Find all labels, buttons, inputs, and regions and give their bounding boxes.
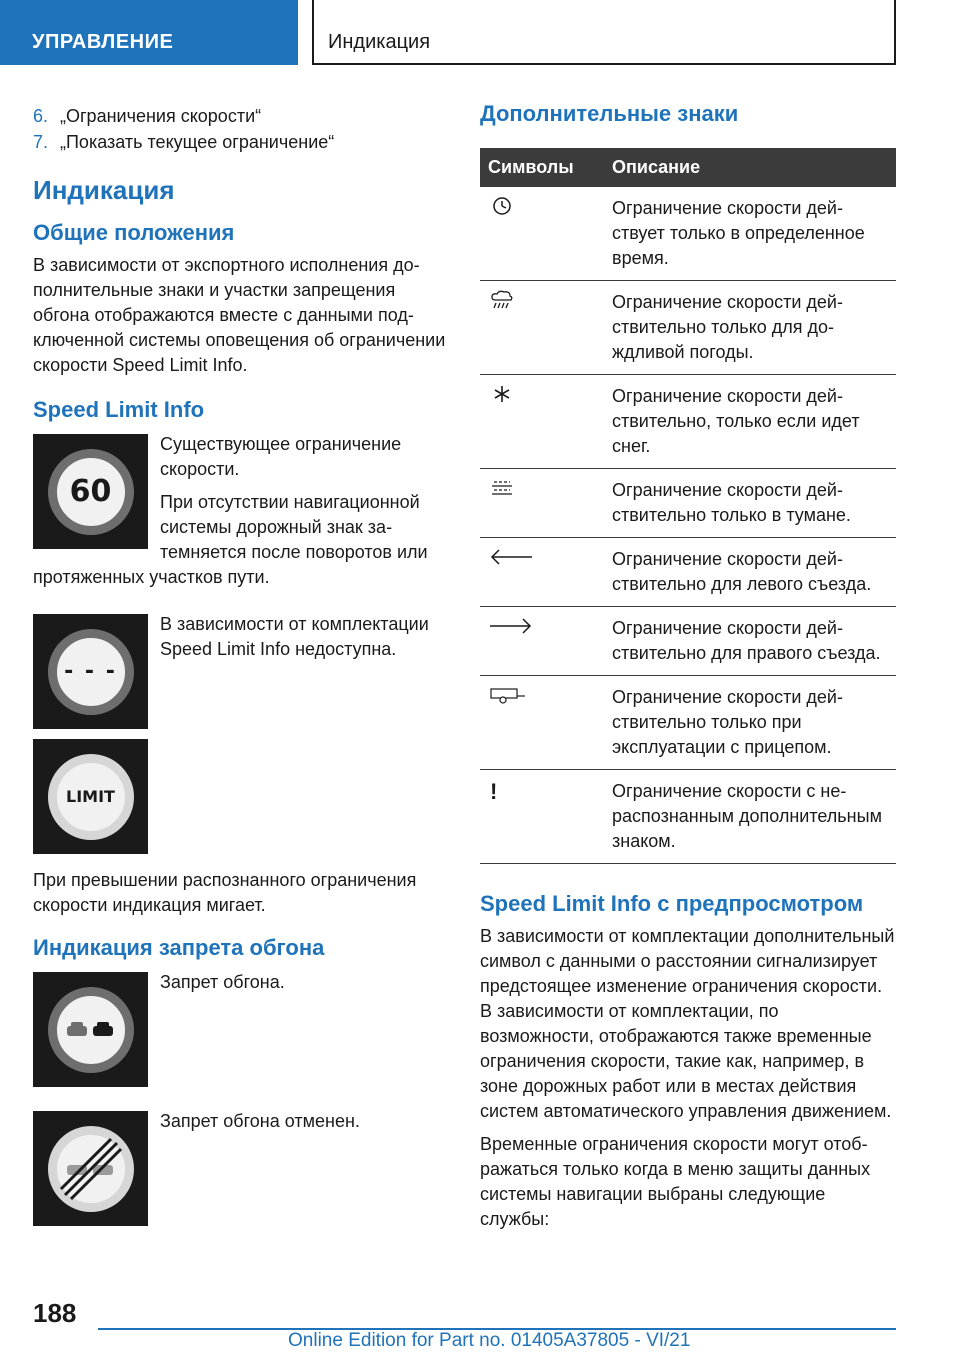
rain-icon: [488, 290, 516, 310]
sign-limit-text: LIMIT: [66, 787, 115, 806]
column-header-description: Описание: [604, 148, 896, 187]
general-text: В зависимости от экспортного исполнения дополнительные знаки и участки запрещения обгона отображаются вместе с данными подключенной системы оповещения об ограничении скорости Speed Limit Info.: [33, 255, 446, 375]
exclamation-icon: !: [490, 779, 498, 804]
preview-text-1: В зависимости от комплектации дополнительный символ с данными о расстоянии сигнализирует предстоящее изменение ограничения скорости. В зависимости от комплектации, по возможности, отображаются также временные ограничения скорости, такие как, например, в зоне дорожных работ или в местах действия систем автоматического управления движением.: [480, 926, 895, 1121]
edition-text: Online Edition for Part no. 01405A37805 - VI/21: [288, 1330, 691, 1351]
row-description: Ограничение скорости действует только в определенное время.: [604, 187, 896, 281]
table-row: [480, 187, 896, 281]
list-item: [33, 104, 446, 129]
sign-dash-text: - - -: [64, 659, 117, 684]
table-row: [480, 538, 896, 607]
left-column: [33, 104, 446, 1234]
list-number: 7.: [33, 132, 49, 152]
sli-text-no-nav: При отсутствии навигационной системы дорожный знак затемняется после поворотов или протяженных участков пути.: [33, 492, 428, 587]
speed-sign-limit-image: [33, 739, 148, 854]
overtake-end-text: Запрет обгона отменен.: [160, 1111, 360, 1131]
overtake-text: Запрет обгона.: [160, 972, 285, 992]
row-description: Ограничение скорости действительно для левого съезда.: [604, 538, 896, 607]
list-text: „Показать текущее ограничение“: [60, 132, 335, 152]
row-description: Ограничение скорости действительно только в тумане.: [604, 469, 896, 538]
trailer-icon: [488, 685, 528, 705]
page-heading: Индикация: [33, 175, 175, 205]
topic-tab: Индикация: [312, 0, 896, 65]
speed-sign-60-image: [33, 434, 148, 549]
snowflake-icon: [488, 384, 516, 404]
list-text: „Ограничения скорости“: [60, 106, 262, 126]
fog-icon: [488, 478, 516, 498]
table-row: [480, 676, 896, 770]
right-column: [480, 100, 896, 1240]
sli-text-current: Существующее ограничение скорости.: [160, 434, 402, 479]
table-row: [480, 281, 896, 375]
row-description: Ограничение скорости действительно, только если идет снег.: [604, 375, 896, 469]
end-no-overtaking-sign-image: [33, 1111, 148, 1226]
list-item: [33, 130, 446, 155]
row-description: Ограничение скорости с нераспознанным дополнительным знаком.: [604, 770, 896, 864]
speed-sign-dash-image: [33, 614, 148, 729]
sign-60-text: 60: [69, 474, 112, 509]
sli-block-60: [33, 432, 446, 590]
cars-icon: [65, 1019, 117, 1041]
end-restriction-icon: [57, 1135, 125, 1203]
table-row: [480, 607, 896, 676]
row-description: Ограничение скорости действительно только при эксплуатации с прицепом.: [604, 676, 896, 770]
table-row: [480, 770, 896, 864]
sign-ring: [48, 629, 134, 715]
flash-text: При превышении распознанного ограничения скорости индикация мигает.: [33, 870, 417, 915]
sli-heading: Speed Limit Info: [33, 397, 205, 422]
section-tab: УПРАВЛЕНИЕ: [0, 0, 298, 65]
overtake-block: [33, 970, 446, 995]
overtake-heading: Индикация запрета обгона: [33, 935, 325, 960]
arrow-right-icon: [488, 616, 534, 636]
preview-heading: Speed Limit Info с предпросмотром: [480, 891, 864, 916]
symbols-table: [480, 148, 896, 864]
sign-ring: [48, 449, 134, 535]
sli-text-unavailable: В зависимости от комплектации Speed Limit Info недоступна.: [160, 614, 429, 659]
additional-signs-heading: Дополнительные знаки: [480, 101, 739, 126]
clock-icon: [488, 196, 516, 216]
general-heading: Общие положения: [33, 220, 235, 245]
sli-block-unavailable: [33, 612, 446, 684]
row-description: Ограничение скорости действительно для правого съезда.: [604, 607, 896, 676]
row-description: Ограничение скорости действительно только для дождливой погоды.: [604, 281, 896, 375]
table-row: [480, 375, 896, 469]
overtake-end-block: [33, 1109, 446, 1134]
table-header-row: [480, 148, 896, 187]
page-number: 188: [33, 1298, 77, 1328]
table-row: [480, 469, 896, 538]
sign-ring: [48, 1126, 134, 1212]
list-number: 6.: [33, 106, 49, 126]
column-header-symbols: Символы: [480, 148, 604, 187]
sign-ring: [48, 754, 134, 840]
preview-text-2: Временные ограничения скорости могут отображаться только когда в меню защиты данных системы навигации выбраны следующие службы:: [480, 1134, 871, 1229]
no-overtaking-sign-image: [33, 972, 148, 1087]
sign-ring: [48, 987, 134, 1073]
arrow-left-icon: [488, 547, 534, 567]
